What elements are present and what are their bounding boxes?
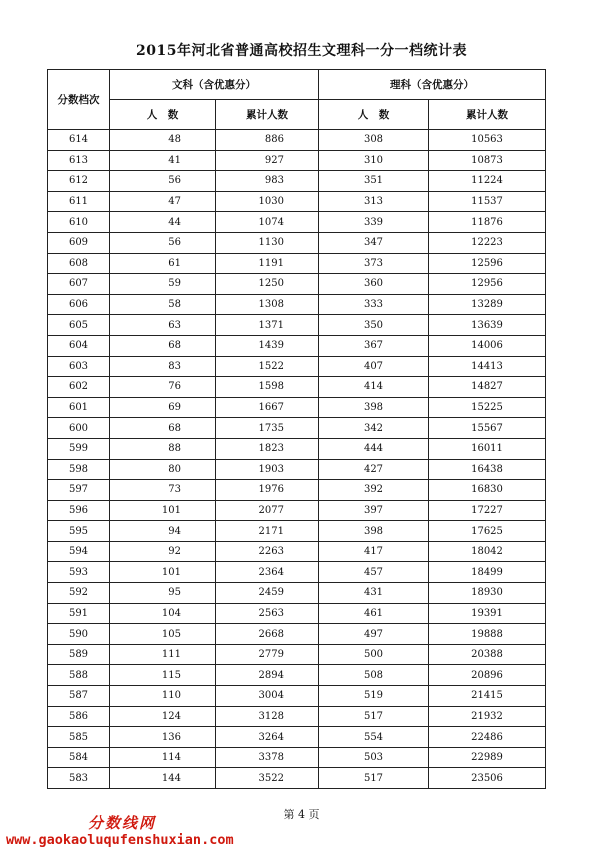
cell-wen-cumulative: 1598 bbox=[216, 377, 319, 398]
header-wen: 文科（含优惠分） bbox=[110, 70, 319, 100]
cell-wen-count: 76 bbox=[110, 377, 216, 398]
cell-wen-count: 114 bbox=[110, 747, 216, 768]
cell-li-cumulative: 15567 bbox=[429, 418, 546, 439]
cell-li-cumulative: 20896 bbox=[429, 665, 546, 686]
page-title: 2015年河北省普通高校招生文理科一分一档统计表 bbox=[136, 43, 467, 59]
cell-wen-count: 144 bbox=[110, 768, 216, 789]
cell-li-count: 457 bbox=[319, 562, 429, 583]
cell-wen-count: 101 bbox=[110, 562, 216, 583]
cell-wen-cumulative: 983 bbox=[216, 171, 319, 192]
cell-li-cumulative: 16011 bbox=[429, 438, 546, 459]
cell-score: 613 bbox=[48, 150, 110, 171]
header-row-sub bbox=[48, 100, 546, 130]
cell-wen-cumulative: 3004 bbox=[216, 686, 319, 707]
cell-wen-cumulative: 3522 bbox=[216, 768, 319, 789]
cell-li-count: 398 bbox=[319, 397, 429, 418]
table-row bbox=[48, 459, 546, 480]
cell-li-cumulative: 18042 bbox=[429, 541, 546, 562]
table-row bbox=[48, 644, 546, 665]
cell-score: 612 bbox=[48, 171, 110, 192]
cell-li-cumulative: 23506 bbox=[429, 768, 546, 789]
cell-wen-cumulative: 2668 bbox=[216, 624, 319, 645]
table-row bbox=[48, 603, 546, 624]
header-li-cumulative: 累计人数 bbox=[429, 100, 546, 130]
cell-score: 599 bbox=[48, 438, 110, 459]
cell-score: 584 bbox=[48, 747, 110, 768]
cell-wen-cumulative: 1030 bbox=[216, 191, 319, 212]
table-row bbox=[48, 191, 546, 212]
cell-wen-cumulative: 1191 bbox=[216, 253, 319, 274]
cell-li-cumulative: 15225 bbox=[429, 397, 546, 418]
cell-li-cumulative: 11224 bbox=[429, 171, 546, 192]
cell-wen-count: 63 bbox=[110, 315, 216, 336]
cell-score: 596 bbox=[48, 500, 110, 521]
cell-li-count: 461 bbox=[319, 603, 429, 624]
cell-li-count: 397 bbox=[319, 500, 429, 521]
table-row bbox=[48, 315, 546, 336]
table-row bbox=[48, 480, 546, 501]
cell-wen-cumulative: 1823 bbox=[216, 438, 319, 459]
header-score: 分数档次 bbox=[48, 70, 110, 130]
cell-li-count: 414 bbox=[319, 377, 429, 398]
table-row bbox=[48, 253, 546, 274]
table-row bbox=[48, 294, 546, 315]
cell-score: 590 bbox=[48, 624, 110, 645]
cell-li-cumulative: 21932 bbox=[429, 706, 546, 727]
table-row bbox=[48, 377, 546, 398]
cell-li-cumulative: 12956 bbox=[429, 274, 546, 295]
header-wen-count: 人 数 bbox=[110, 100, 216, 130]
cell-li-count: 444 bbox=[319, 438, 429, 459]
table-row bbox=[48, 727, 546, 748]
cell-wen-count: 95 bbox=[110, 583, 216, 604]
cell-score: 586 bbox=[48, 706, 110, 727]
cell-wen-cumulative: 1439 bbox=[216, 335, 319, 356]
cell-li-count: 392 bbox=[319, 480, 429, 501]
cell-score: 594 bbox=[48, 541, 110, 562]
cell-score: 601 bbox=[48, 397, 110, 418]
cell-li-count: 508 bbox=[319, 665, 429, 686]
cell-li-cumulative: 12596 bbox=[429, 253, 546, 274]
cell-li-cumulative: 21415 bbox=[429, 686, 546, 707]
header-row-top bbox=[48, 70, 546, 100]
cell-wen-cumulative: 1371 bbox=[216, 315, 319, 336]
cell-score: 588 bbox=[48, 665, 110, 686]
cell-li-cumulative: 14413 bbox=[429, 356, 546, 377]
cell-wen-cumulative: 1308 bbox=[216, 294, 319, 315]
cell-wen-cumulative: 927 bbox=[216, 150, 319, 171]
cell-score: 608 bbox=[48, 253, 110, 274]
table-row bbox=[48, 665, 546, 686]
table-row bbox=[48, 747, 546, 768]
header-li: 理科（含优惠分） bbox=[319, 70, 546, 100]
cell-wen-count: 80 bbox=[110, 459, 216, 480]
cell-li-cumulative: 20388 bbox=[429, 644, 546, 665]
cell-wen-cumulative: 2894 bbox=[216, 665, 319, 686]
cell-li-count: 360 bbox=[319, 274, 429, 295]
cell-wen-cumulative: 1903 bbox=[216, 459, 319, 480]
cell-li-count: 398 bbox=[319, 521, 429, 542]
cell-li-count: 347 bbox=[319, 232, 429, 253]
cell-wen-count: 48 bbox=[110, 130, 216, 151]
cell-wen-count: 58 bbox=[110, 294, 216, 315]
table-row bbox=[48, 624, 546, 645]
cell-li-cumulative: 19391 bbox=[429, 603, 546, 624]
cell-li-count: 517 bbox=[319, 768, 429, 789]
cell-wen-count: 61 bbox=[110, 253, 216, 274]
cell-score: 589 bbox=[48, 644, 110, 665]
table-row bbox=[48, 356, 546, 377]
table-row bbox=[48, 768, 546, 789]
cell-li-cumulative: 16830 bbox=[429, 480, 546, 501]
cell-score: 609 bbox=[48, 232, 110, 253]
watermark-url: www.gaokaoluqufenshuxian.com bbox=[6, 832, 234, 848]
cell-score: 583 bbox=[48, 768, 110, 789]
cell-wen-cumulative: 2563 bbox=[216, 603, 319, 624]
cell-wen-count: 110 bbox=[110, 686, 216, 707]
cell-wen-cumulative: 1074 bbox=[216, 212, 319, 233]
table-row bbox=[48, 397, 546, 418]
cell-wen-count: 68 bbox=[110, 335, 216, 356]
table-row bbox=[48, 130, 546, 151]
cell-li-count: 339 bbox=[319, 212, 429, 233]
cell-li-cumulative: 17227 bbox=[429, 500, 546, 521]
cell-score: 591 bbox=[48, 603, 110, 624]
cell-wen-cumulative: 2779 bbox=[216, 644, 319, 665]
cell-wen-cumulative: 2459 bbox=[216, 583, 319, 604]
table-row bbox=[48, 521, 546, 542]
cell-wen-cumulative: 1976 bbox=[216, 480, 319, 501]
cell-li-count: 417 bbox=[319, 541, 429, 562]
table-body bbox=[48, 130, 546, 789]
cell-li-count: 313 bbox=[319, 191, 429, 212]
cell-wen-count: 44 bbox=[110, 212, 216, 233]
cell-li-count: 519 bbox=[319, 686, 429, 707]
cell-li-cumulative: 10873 bbox=[429, 150, 546, 171]
watermark-logo: 分数线网 bbox=[88, 814, 157, 832]
cell-li-count: 351 bbox=[319, 171, 429, 192]
cell-wen-cumulative: 1130 bbox=[216, 232, 319, 253]
cell-li-cumulative: 17625 bbox=[429, 521, 546, 542]
cell-score: 602 bbox=[48, 377, 110, 398]
cell-wen-cumulative: 2077 bbox=[216, 500, 319, 521]
cell-li-count: 342 bbox=[319, 418, 429, 439]
cell-wen-count: 104 bbox=[110, 603, 216, 624]
table-row bbox=[48, 418, 546, 439]
table-row bbox=[48, 562, 546, 583]
cell-wen-cumulative: 2171 bbox=[216, 521, 319, 542]
table-row bbox=[48, 150, 546, 171]
table-row bbox=[48, 274, 546, 295]
cell-li-cumulative: 11876 bbox=[429, 212, 546, 233]
cell-li-cumulative: 16438 bbox=[429, 459, 546, 480]
cell-wen-count: 47 bbox=[110, 191, 216, 212]
table-row bbox=[48, 500, 546, 521]
cell-score: 607 bbox=[48, 274, 110, 295]
cell-score: 603 bbox=[48, 356, 110, 377]
cell-score: 598 bbox=[48, 459, 110, 480]
cell-wen-count: 88 bbox=[110, 438, 216, 459]
cell-li-cumulative: 12223 bbox=[429, 232, 546, 253]
cell-score: 587 bbox=[48, 686, 110, 707]
cell-li-count: 407 bbox=[319, 356, 429, 377]
cell-wen-count: 56 bbox=[110, 232, 216, 253]
cell-li-cumulative: 22989 bbox=[429, 747, 546, 768]
cell-li-count: 427 bbox=[319, 459, 429, 480]
cell-score: 595 bbox=[48, 521, 110, 542]
cell-wen-count: 124 bbox=[110, 706, 216, 727]
cell-wen-count: 94 bbox=[110, 521, 216, 542]
header-wen-cumulative: 累计人数 bbox=[216, 100, 319, 130]
cell-wen-count: 73 bbox=[110, 480, 216, 501]
cell-wen-cumulative: 2263 bbox=[216, 541, 319, 562]
table-row bbox=[48, 541, 546, 562]
cell-li-count: 373 bbox=[319, 253, 429, 274]
cell-wen-cumulative: 886 bbox=[216, 130, 319, 151]
cell-score: 593 bbox=[48, 562, 110, 583]
cell-wen-cumulative: 1667 bbox=[216, 397, 319, 418]
cell-score: 585 bbox=[48, 727, 110, 748]
table-row bbox=[48, 171, 546, 192]
header-li-count: 人 数 bbox=[319, 100, 429, 130]
table-row bbox=[48, 686, 546, 707]
cell-li-count: 310 bbox=[319, 150, 429, 171]
cell-li-cumulative: 18930 bbox=[429, 583, 546, 604]
cell-li-count: 431 bbox=[319, 583, 429, 604]
cell-score: 611 bbox=[48, 191, 110, 212]
cell-li-count: 497 bbox=[319, 624, 429, 645]
cell-li-cumulative: 11537 bbox=[429, 191, 546, 212]
cell-wen-cumulative: 3128 bbox=[216, 706, 319, 727]
cell-li-cumulative: 10563 bbox=[429, 130, 546, 151]
page-number: 第 4 页 bbox=[283, 808, 320, 821]
cell-wen-count: 68 bbox=[110, 418, 216, 439]
cell-wen-count: 105 bbox=[110, 624, 216, 645]
score-table bbox=[47, 69, 546, 789]
cell-li-count: 517 bbox=[319, 706, 429, 727]
cell-score: 600 bbox=[48, 418, 110, 439]
table-row bbox=[48, 335, 546, 356]
table-row bbox=[48, 438, 546, 459]
table-row bbox=[48, 706, 546, 727]
cell-wen-count: 56 bbox=[110, 171, 216, 192]
cell-wen-count: 101 bbox=[110, 500, 216, 521]
cell-score: 606 bbox=[48, 294, 110, 315]
cell-score: 592 bbox=[48, 583, 110, 604]
cell-li-count: 350 bbox=[319, 315, 429, 336]
cell-wen-cumulative: 3378 bbox=[216, 747, 319, 768]
cell-wen-count: 83 bbox=[110, 356, 216, 377]
cell-wen-cumulative: 2364 bbox=[216, 562, 319, 583]
cell-li-cumulative: 18499 bbox=[429, 562, 546, 583]
cell-wen-cumulative: 1522 bbox=[216, 356, 319, 377]
cell-li-count: 367 bbox=[319, 335, 429, 356]
cell-li-cumulative: 13289 bbox=[429, 294, 546, 315]
cell-li-count: 503 bbox=[319, 747, 429, 768]
table-row bbox=[48, 583, 546, 604]
cell-li-cumulative: 14006 bbox=[429, 335, 546, 356]
cell-wen-count: 136 bbox=[110, 727, 216, 748]
cell-wen-count: 115 bbox=[110, 665, 216, 686]
cell-score: 605 bbox=[48, 315, 110, 336]
cell-wen-count: 41 bbox=[110, 150, 216, 171]
cell-wen-count: 59 bbox=[110, 274, 216, 295]
cell-li-count: 308 bbox=[319, 130, 429, 151]
cell-wen-cumulative: 1735 bbox=[216, 418, 319, 439]
cell-li-count: 333 bbox=[319, 294, 429, 315]
cell-score: 610 bbox=[48, 212, 110, 233]
table-row bbox=[48, 212, 546, 233]
cell-li-cumulative: 22486 bbox=[429, 727, 546, 748]
cell-wen-count: 92 bbox=[110, 541, 216, 562]
cell-wen-cumulative: 1250 bbox=[216, 274, 319, 295]
table-row bbox=[48, 232, 546, 253]
cell-li-count: 500 bbox=[319, 644, 429, 665]
cell-wen-count: 111 bbox=[110, 644, 216, 665]
cell-score: 597 bbox=[48, 480, 110, 501]
cell-score: 604 bbox=[48, 335, 110, 356]
cell-score: 614 bbox=[48, 130, 110, 151]
cell-wen-count: 69 bbox=[110, 397, 216, 418]
cell-li-cumulative: 14827 bbox=[429, 377, 546, 398]
cell-li-cumulative: 13639 bbox=[429, 315, 546, 336]
cell-li-count: 554 bbox=[319, 727, 429, 748]
cell-wen-cumulative: 3264 bbox=[216, 727, 319, 748]
cell-li-cumulative: 19888 bbox=[429, 624, 546, 645]
